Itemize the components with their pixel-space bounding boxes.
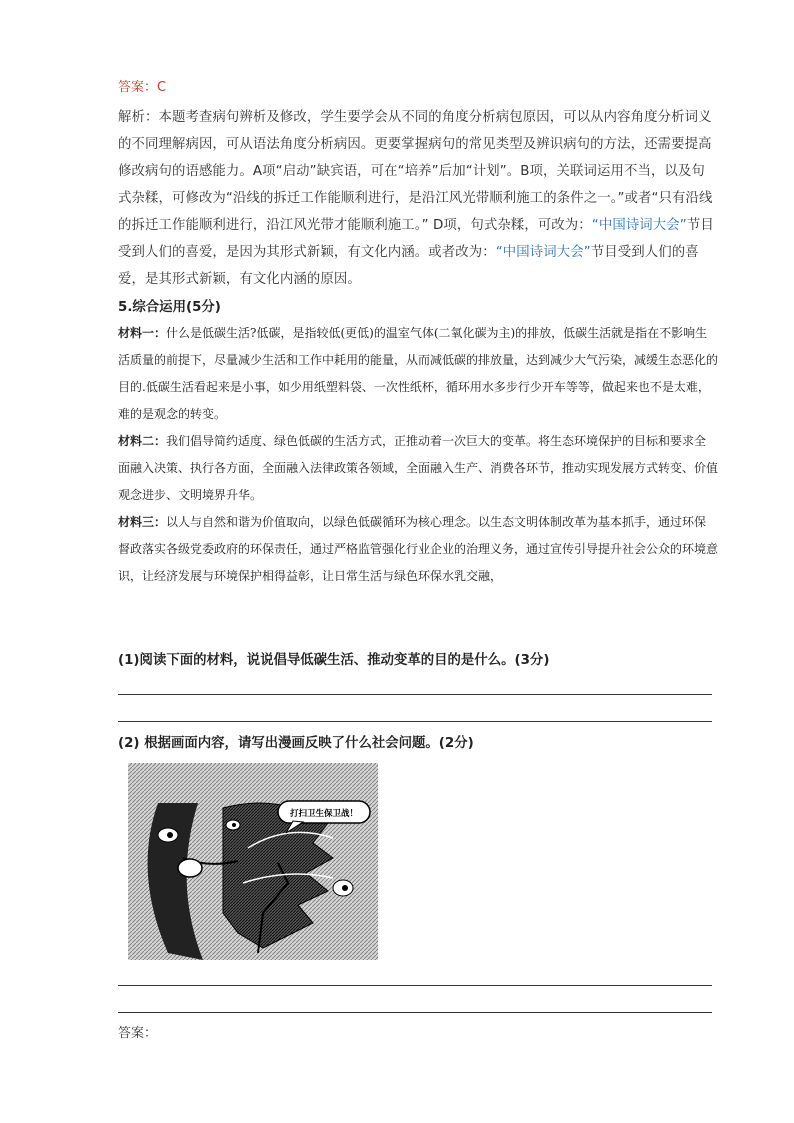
- material-one-text: 什么是低碳生活?低碳，是指较低(更低)的温室气体(二氧化碳为主)的排放，低碳生活就是指在不影响生活质量的前提下，尽量减少生活和工作中耗用的能量，从而减低碳的排放量，达到减少大气污染，减缓生态恶化的目的.低碳生活看起来是小事，如少用纸塑料袋、一次性纸杯，循环用水多步行少开车等等，做起来也不是太难，难的是观念的转变。: [118, 326, 719, 421]
- cartoon-speech: 打扫卫生保卫战！: [289, 809, 359, 819]
- material-two-text: 我们倡导简约适度、绿色低碳的生活方式，正推动着一次巨大的变革。将生态环境保护的目标和要求全面融入决策、执行各方面，全面融入法律政策各领域，全面融入生产、消费各环节，推动实现发展方式转变、价值观念进步、文明境界升华。: [118, 434, 719, 502]
- material-two-label: 材料二：: [118, 434, 167, 448]
- question-two: (2) 根据画面内容，请写出漫画反映了什么社会问题。(2分): [118, 736, 474, 751]
- cartoon-image: [128, 763, 378, 960]
- answer-line-q2-b[interactable]: [118, 1012, 712, 1013]
- analysis-quote-2: “中国诗词大会”: [495, 245, 591, 260]
- material-one-label: 材料一：: [118, 326, 167, 340]
- answer-label: 答案：: [118, 80, 158, 95]
- section-title: 5.综合运用(5分): [118, 300, 221, 315]
- answer-blank: 答案：: [118, 1026, 158, 1041]
- analysis-label: 解析：: [118, 110, 159, 125]
- material-three-text: 以人与自然和谐为价值取向，以绿色低碳循环为核心理念。以生态文明体制改革为基本抓手，通过环保督政落实各级党委政府的环保责任，通过严格监管强化行业企业的治理义务，通过宣传引导提升社会公众的环境意识，让经济发展与环境保护相得益彰，让日常生活与绿色环保水乳交融，: [118, 515, 719, 583]
- analysis-quote-1: “中国诗词大会”: [591, 218, 687, 233]
- material-one: [118, 320, 718, 428]
- answer-line-q2-a[interactable]: [118, 985, 712, 986]
- answer-line: [118, 79, 718, 97]
- analysis-text-2: 节目受到人们的喜爱，是因为其形式新颖，有文化内涵。或者改为：: [118, 218, 714, 260]
- analysis-text-1: 本题考查病句辨析及修改，学生要学会从不同的角度分析病包原因，可以从内容角度分析词义的不同理解病因，可从语法角度分析病因。更要掌握病句的常见类型及辨识病句的方法，还需要提高修改病句的语感能力。A项“启动”缺宾语，可在“培养”后加“计划”。B项，关联词运用不当，以及句式杂糅，可修改为“沿线的拆迁工作能顺利进行，是沿江风光带顺利施工的条件之一。”或者“只有沿线的拆迁工作能顺利进行，沿江风光带才能顺利施工。” D项，句式杂糅，可改为：: [118, 110, 713, 233]
- question-one: (1)阅读下面的材料，说说倡导低碳生活、推动变革的目的是什么。(3分): [118, 653, 550, 668]
- answer-value: C: [157, 80, 167, 95]
- material-three: [118, 509, 718, 590]
- analysis-text-3: 节目受到人们的喜爱，是其形式新颖，有文化内涵的原因。: [118, 245, 699, 287]
- answer-line-q1-b[interactable]: [118, 721, 712, 722]
- material-two: [118, 428, 718, 509]
- answer-line-q1-a[interactable]: [118, 694, 712, 695]
- material-three-label: 材料三：: [118, 515, 167, 529]
- analysis-paragraph: [118, 104, 718, 293]
